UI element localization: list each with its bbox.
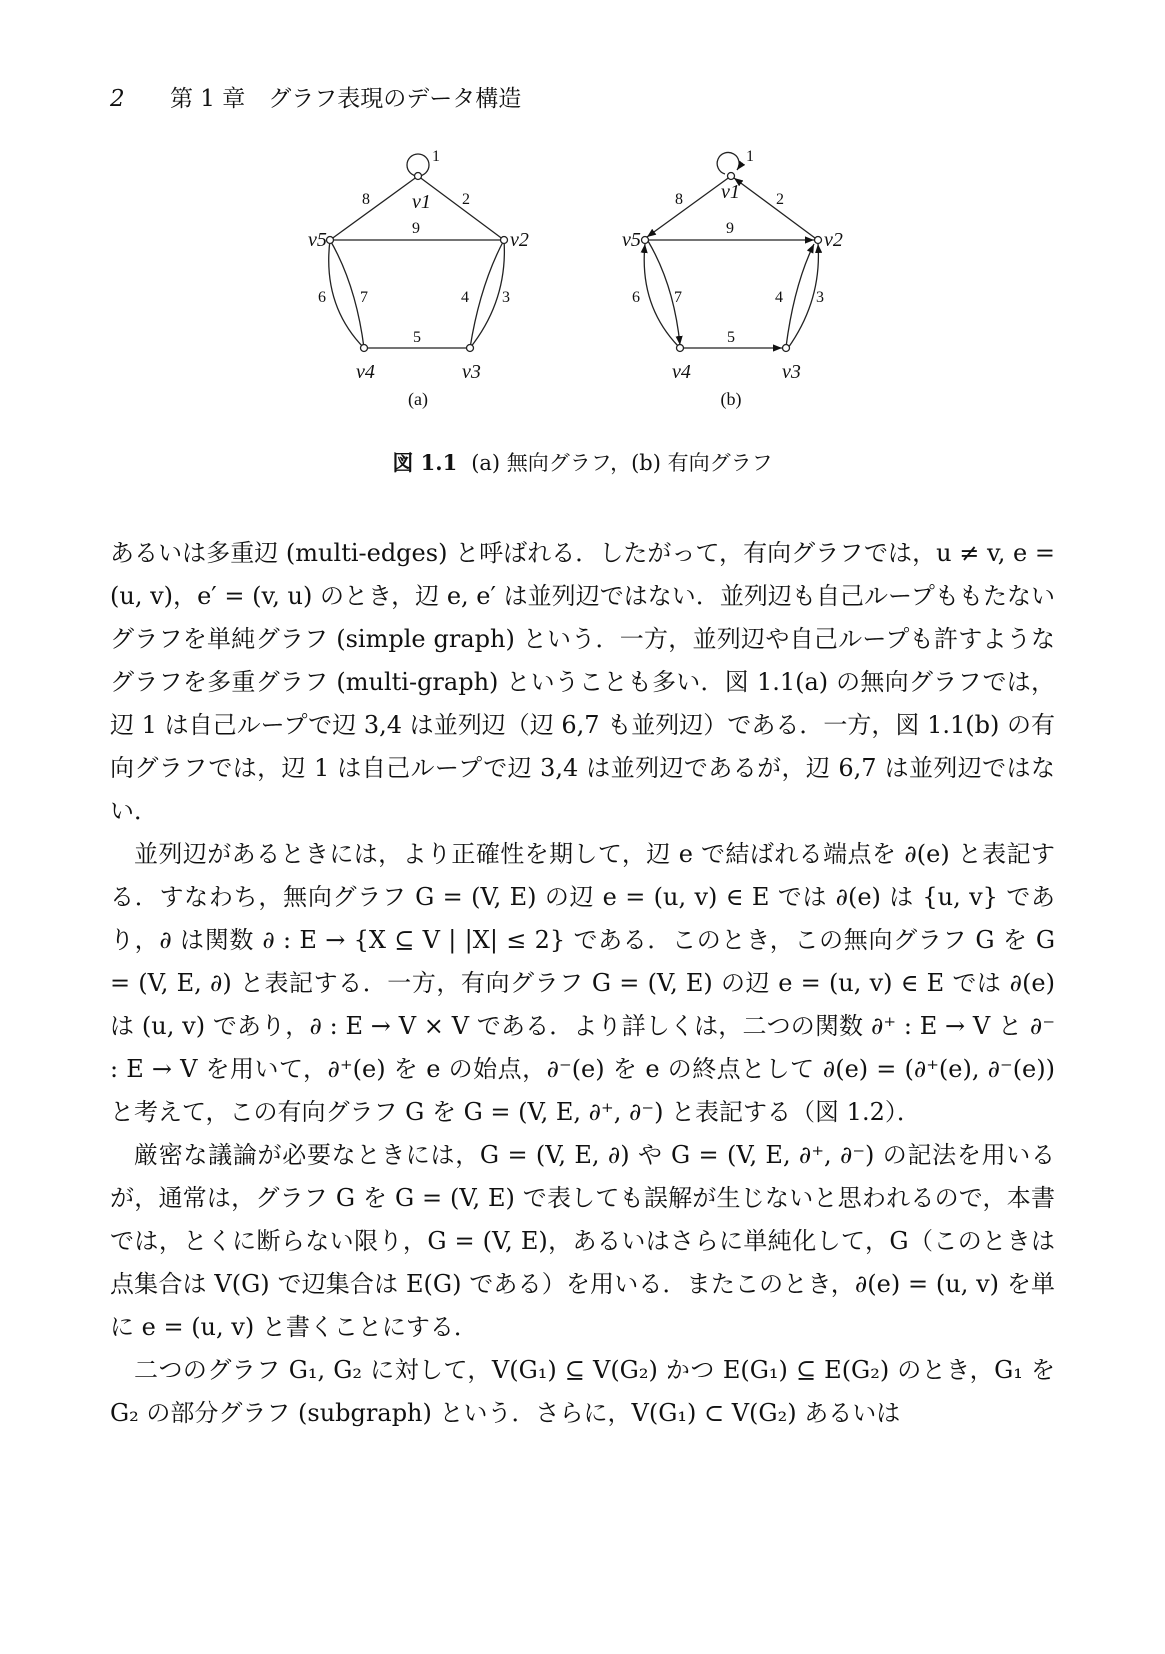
vertex-v1-b: [728, 173, 735, 180]
edge-8-b: [647, 176, 731, 237]
edge-label-6-a: 6: [318, 289, 326, 306]
edge-label-7-a: 7: [360, 289, 368, 306]
edge-6-a: [329, 240, 364, 348]
edge-2-b: [734, 178, 815, 238]
vertex-v1-a: [415, 173, 422, 180]
page-header: [110, 80, 521, 113]
edge-3-a: [470, 240, 504, 348]
edge-label-5-a: 5: [413, 329, 421, 346]
figure-caption: [0, 447, 1165, 477]
edge-label-3-b: 3: [816, 289, 824, 306]
panel-a-graph: [329, 154, 505, 348]
vertex-label-v1-a: v1: [412, 191, 431, 213]
vertex-label-v4-b: v4: [672, 361, 691, 383]
edge-3-b: [788, 244, 818, 348]
edge-label-9-b: 9: [726, 220, 734, 237]
caption-text: (a) 無向グラフ，(b) 有向グラフ: [471, 451, 773, 475]
vertex-v2-a: [501, 237, 508, 244]
paragraph-4: 二つのグラフ G₁, G₂ に対して，V(G₁) ⊆ V(G₂) かつ E(G₁) ⊆ E(G₂) のとき，G₁ を G₂ の部分グラフ (subgraph) という．さらに，V(G₁) ⊂ V(G₂) あるいは: [110, 1356, 1055, 1427]
page-number: 2: [110, 86, 125, 112]
vertex-label-v2-b: v2: [824, 229, 843, 251]
edge-loop-b: [717, 152, 739, 174]
edge-8-a: [330, 176, 418, 240]
body-text: [110, 532, 1055, 1435]
edge-label-9-a: 9: [412, 220, 420, 237]
paragraph-3: 厳密な議論が必要なときには，G = (V, E, ∂) や G = (V, E, ∂⁺, ∂⁻) の記法を用いるが，通常は，グラフ G を G = (V, E) で表しても誤解が生じないと思われるので，本書では，とくに断らない限り，G = (V, E)，あるいはさらに単純化して，G（このときは点集合は V(G) で辺集合は E(G) である）を用いる．またこのとき，∂(e) = (u, v) を単に e = (u, v) と書くことにする．: [110, 1141, 1055, 1341]
edge-6-b: [644, 244, 678, 346]
edge-label-4-a: 4: [461, 289, 469, 306]
graph-figure: [0, 140, 1165, 440]
figure-1-1: [0, 140, 1165, 440]
caption-label: 図 1.1: [392, 450, 458, 475]
edge-label-8-a: 8: [362, 191, 370, 208]
vertex-v4-b: [677, 345, 684, 352]
vertex-label-v4-a: v4: [356, 361, 375, 383]
vertex-v4-a: [361, 345, 368, 352]
vertex-label-v3-a: v3: [462, 361, 481, 383]
vertex-label-v1-b: v1: [721, 181, 740, 203]
panel-label-b: (b): [720, 389, 742, 409]
paragraph-1: あるいは多重辺 (multi-edges) と呼ばれる．したがって，有向グラフでは，u ≠ v, e = (u, v)，e′ = (v, u) のとき，辺 e, e′ は並列辺ではない．並列辺も自己ループももたないグラフを単純グラフ (simple graph) という．一方，並列辺や自己ループも許すようなグラフを多重グラフ (multi-graph) ということも多い．図 1.1(a) の無向グラフでは，辺 1 は自己ループで辺 3,4 は並列辺（辺 6,7 も並列辺）である．一方，図 1.1(b) の有向グラフでは，辺 1 は自己ループで辺 3,4 は並列辺であるが，辺 6,7 は並列辺ではない．: [110, 539, 1055, 825]
vertex-v5-a: [327, 237, 334, 244]
edge-label-3-a: 3: [502, 289, 510, 306]
edge-label-2-a: 2: [462, 191, 470, 208]
chapter-title: 第 1 章 グラフ表現のデータ構造: [170, 86, 522, 112]
edge-label-4-b: 4: [775, 289, 783, 306]
vertex-v5-b: [642, 237, 649, 244]
vertex-label-v5-a: v5: [308, 229, 327, 251]
edge-label-1-b: 1: [746, 148, 754, 165]
vertex-v3-b: [783, 345, 790, 352]
edge-label-1-a: 1: [432, 148, 440, 165]
edge-label-7-b: 7: [674, 289, 682, 306]
edge-label-8-b: 8: [675, 191, 683, 208]
panel-label-a: (a): [408, 389, 428, 409]
vertex-label-v3-b: v3: [782, 361, 801, 383]
vertex-v3-a: [467, 345, 474, 352]
edge-4-b: [786, 244, 814, 347]
edge-7-a: [330, 240, 364, 348]
paragraph-2: 並列辺があるときには，より正確性を期して，辺 e で結ばれる端点を ∂(e) と表記する．すなわち，無向グラフ G = (V, E) の辺 e = (u, v) ∈ E では ∂(e) は {u, v} であり，∂ は関数 ∂ : E → {X ⊆ V | |X| ≤ 2} である．このとき，この無向グラフ G を G = (V, E, ∂) と表記する．一方，有向グラフ G = (V, E) の辺 e = (u, v) ∈ E では ∂(e) は (u, v) であり，∂ : E → V × V である．より詳しくは，二つの関数 ∂⁺ : E → V と ∂⁻ : E → V を用いて，∂⁺(e) を e の始点，∂⁻(e) を e の終点として ∂(e) = (∂⁺(e), ∂⁻(e)) と考えて，この有向グラフ G を G = (V, E, ∂⁺, ∂⁻) と表記する（図 1.2）．: [110, 840, 1055, 1126]
vertex-v2-b: [815, 237, 822, 244]
vertex-label-v2-a: v2: [510, 229, 529, 251]
edge-label-6-b: 6: [632, 289, 640, 306]
edge-label-2-b: 2: [776, 191, 784, 208]
vertex-label-v5-b: v5: [622, 229, 641, 251]
edge-label-5-b: 5: [727, 329, 735, 346]
edge-2-a: [418, 176, 504, 240]
